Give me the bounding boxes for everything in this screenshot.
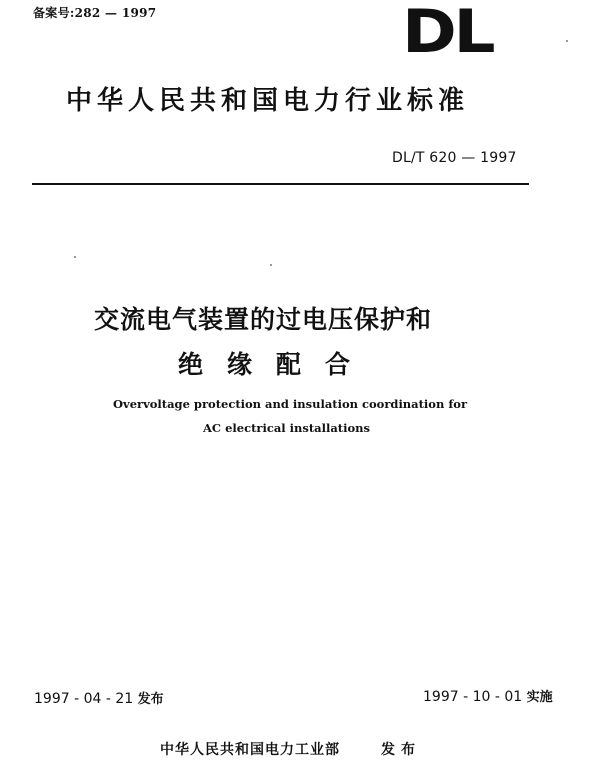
scan-speck bbox=[566, 40, 568, 42]
title-chinese-line-2: 绝缘配合 bbox=[178, 350, 375, 379]
publisher-verb: 发布 bbox=[381, 742, 421, 758]
title-english-line-2: AC electrical installations bbox=[203, 421, 370, 435]
record-number: 备案号:282 — 1997 bbox=[33, 6, 157, 20]
standard-category-heading: 中华人民共和国电力行业标准 bbox=[66, 86, 470, 116]
issue-label: 发布 bbox=[137, 692, 164, 707]
publisher-name: 中华人民共和国电力工业部 bbox=[160, 742, 340, 758]
implementation-date: 1997 - 10 - 01 bbox=[423, 689, 523, 705]
title-chinese-line-1: 交流电气装置的过电压保护和 bbox=[94, 305, 433, 334]
dl-logo: DL bbox=[402, 0, 493, 67]
implementation-label: 实施 bbox=[526, 690, 553, 705]
title-english-line-1: Overvoltage protection and insulation coordination for bbox=[113, 397, 468, 411]
header-divider bbox=[32, 183, 529, 185]
scan-speck bbox=[74, 256, 76, 258]
issue-date: 1997 - 04 - 21 bbox=[34, 691, 134, 707]
scan-speck bbox=[270, 264, 272, 266]
standard-number: DL/T 620 — 1997 bbox=[392, 150, 517, 166]
issue-date-block bbox=[34, 688, 164, 707]
implementation-date-block bbox=[423, 686, 553, 705]
